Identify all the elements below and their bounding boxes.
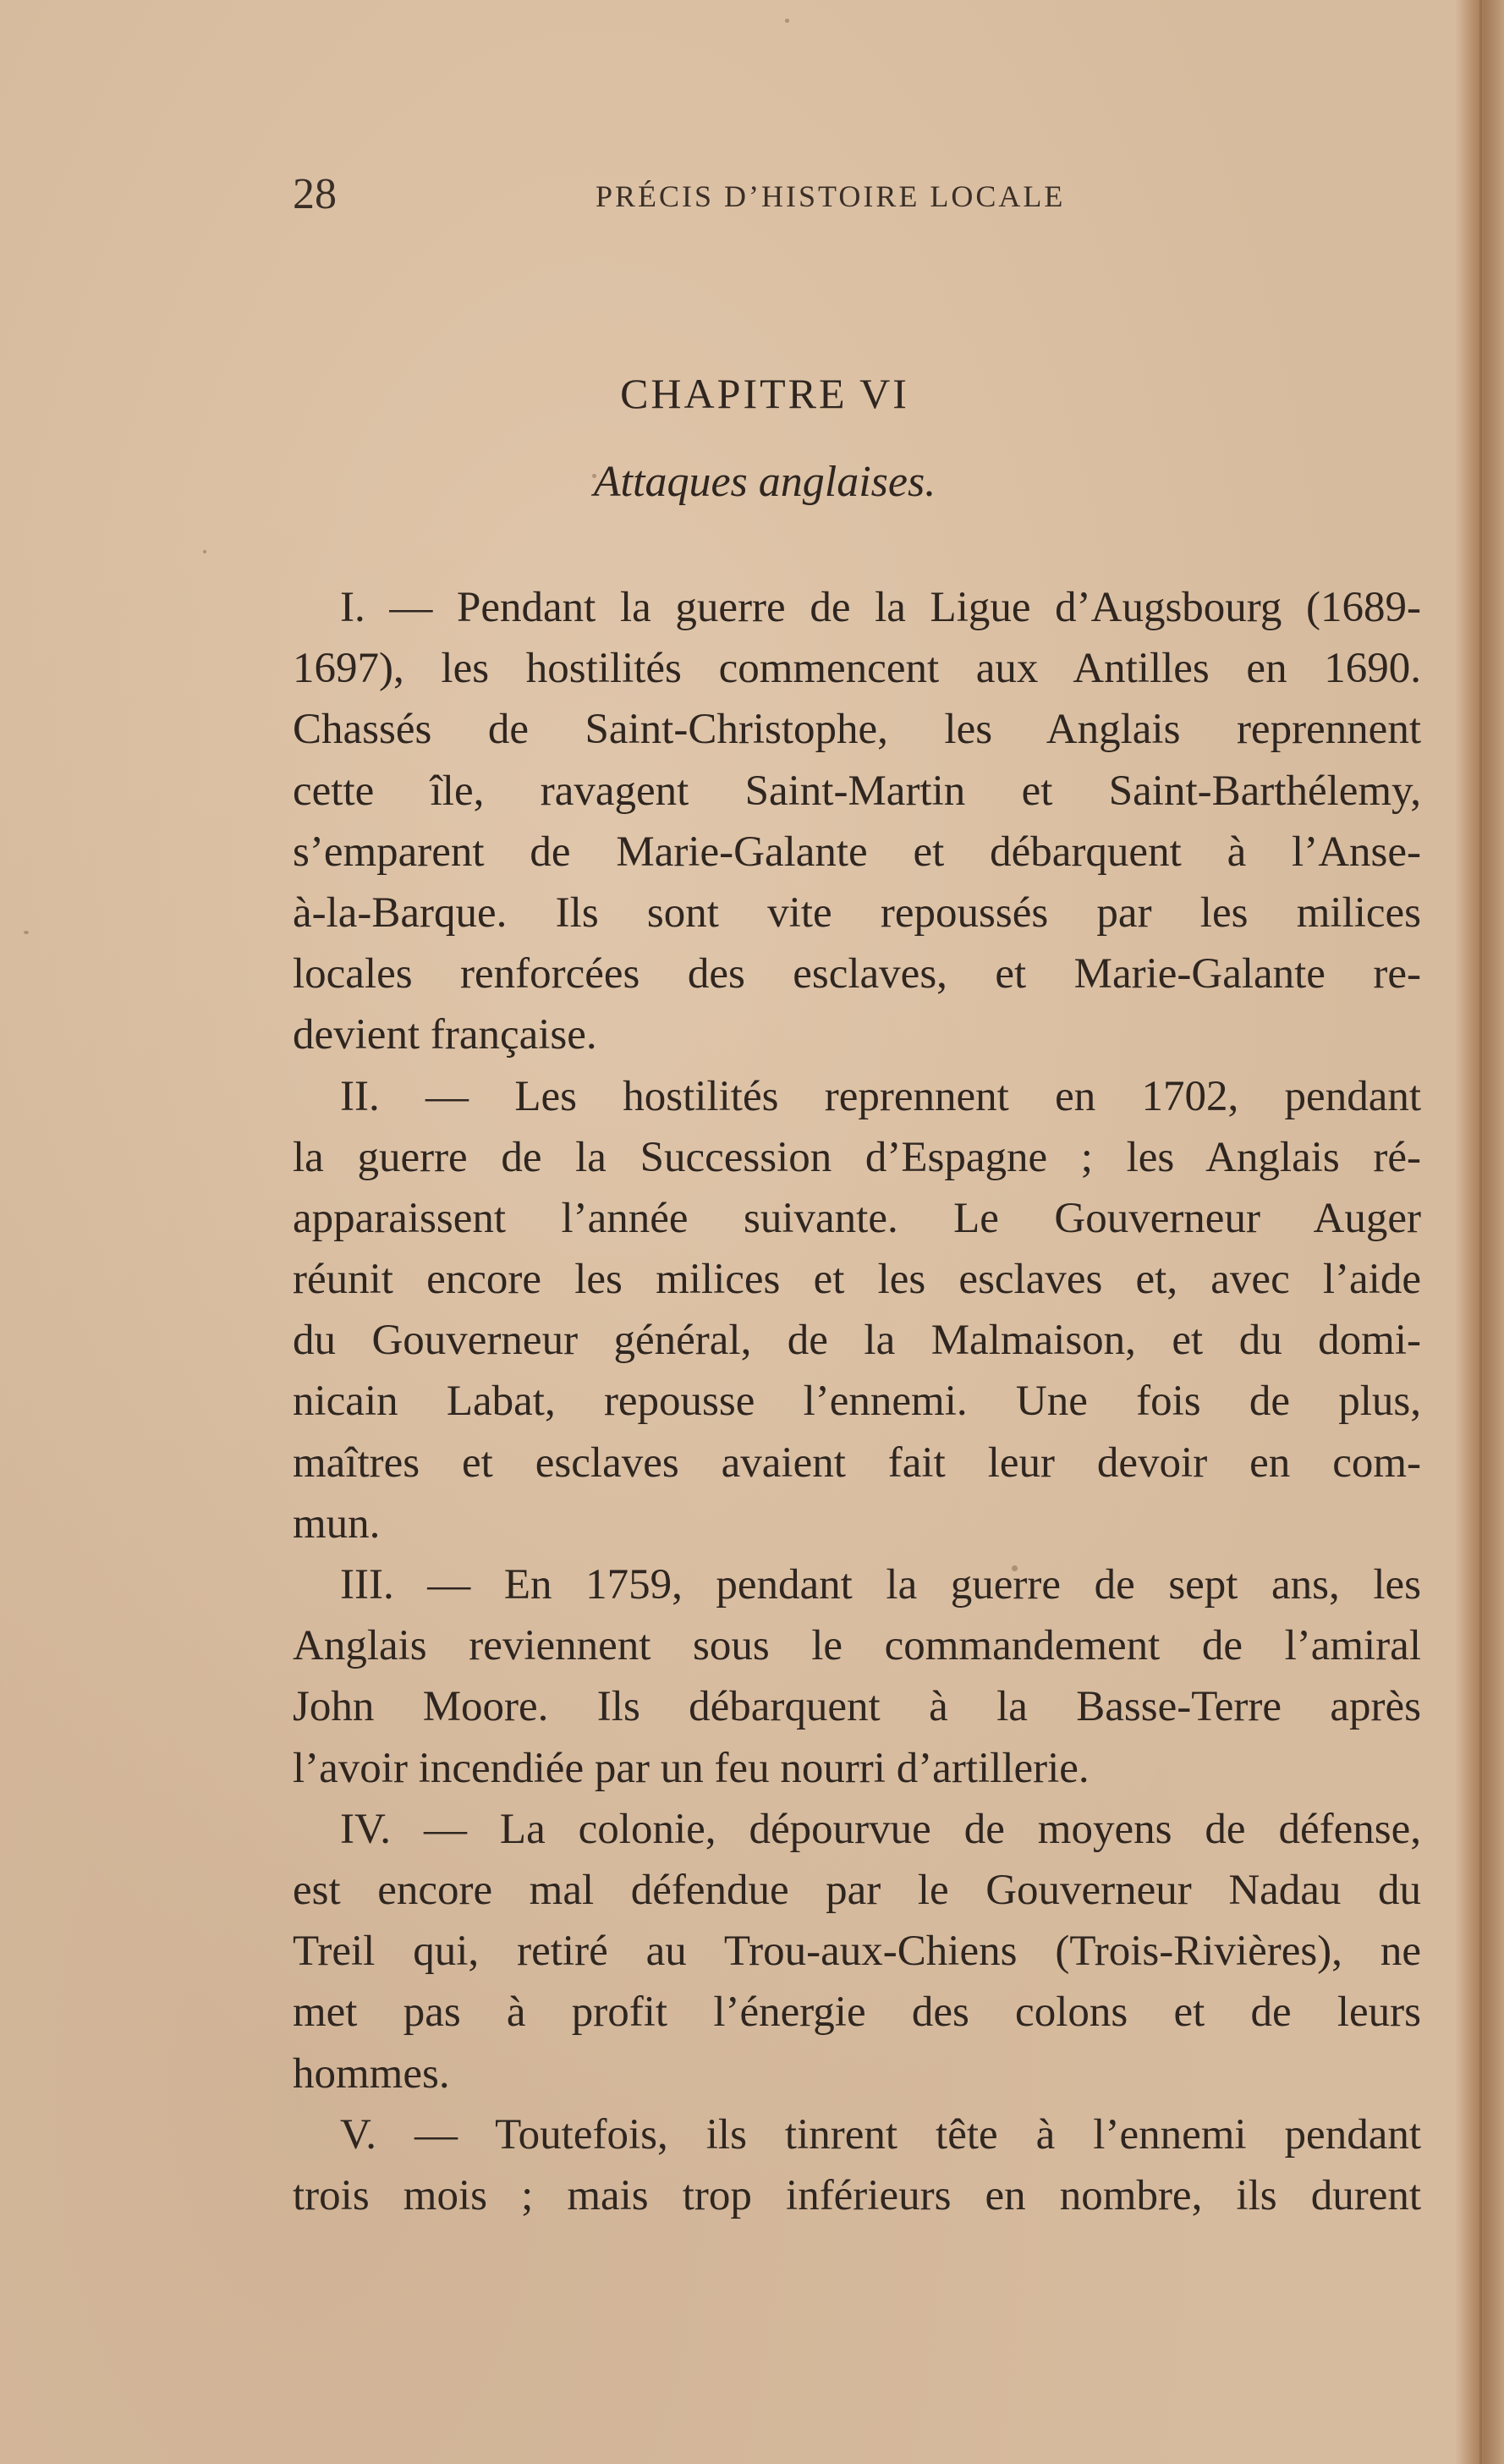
text-line: la guerre de la Succession d’Espagne ; les Anglais ré- (293, 1133, 1421, 1181)
chapter-subtitle: Attaques anglaises. (593, 458, 936, 506)
text-line: cette île, ravagent Saint-Martin et Saint-Barthélemy, (293, 767, 1421, 815)
page-number: 28 (293, 170, 337, 218)
text-line: III. — En 1759, pendant la guerre de sept ans, les (340, 1561, 1421, 1609)
text-line: 1697), les hostilités commencent aux Antilles en 1690. (293, 645, 1421, 693)
chapter-title: CHAPITRE VI (620, 370, 909, 417)
body-text (293, 577, 1421, 2226)
text-line: John Moore. Ils débarquent à la Basse-Terre après (293, 1683, 1421, 1731)
text-line: locales renforcées des esclaves, et Marie-Galante re- (293, 950, 1421, 998)
text-line: à-la-Barque. Ils sont vite repoussés par les milices (293, 888, 1421, 937)
text-line: Treil qui, retiré au Trou-aux-Chiens (Trois-Rivières), ne (293, 1928, 1421, 1976)
text-line: Anglais reviennent sous le commandement de l’amiral (293, 1622, 1421, 1670)
running-head-title: PRÉCIS D’HISTOIRE LOCALE (596, 179, 1066, 213)
text-line: l’avoir incendiée par un feu nourri d’artillerie. (293, 1744, 1090, 1792)
paper-speck (785, 19, 789, 23)
text-line: V. — Toutefois, ils tinrent tête à l’ennemi pendant (340, 2110, 1421, 2159)
text-line: mun. (293, 1499, 381, 1548)
text-line: trois mois ; mais trop inférieurs en nombre, ils durent (293, 2171, 1421, 2219)
text-line: hommes. (293, 2049, 450, 2098)
text-line: du Gouverneur général, de la Malmaison, et du domi- (293, 1317, 1421, 1365)
text-line: IV. — La colonie, dépourvue de moyens de défense, (340, 1805, 1421, 1853)
text-line: s’emparent de Marie-Galante et débarquent à l’Anse- (293, 828, 1421, 876)
text-line: devient française. (293, 1011, 597, 1059)
running-head (293, 169, 1139, 220)
paper-speck (24, 931, 29, 934)
text-line: apparaissent l’année suivante. Le Gouverneur Auger (293, 1194, 1421, 1242)
text-line: I. — Pendant la guerre de la Ligue d’Augsbourg (1689- (340, 584, 1421, 631)
text-line: II. — Les hostilités reprennent en 1702, pendant (340, 1072, 1421, 1120)
text-line: nicain Labat, repousse l’ennemi. Une fois de plus, (293, 1378, 1421, 1426)
text-line: réunit encore les milices et les esclaves et, avec l’aide (293, 1256, 1421, 1304)
paper-speck (203, 550, 206, 553)
text-line: met pas à profit l’énergie des colons et de leurs (293, 1988, 1421, 2037)
text-line: maîtres et esclaves avaient fait leur devoir en com- (293, 1438, 1421, 1487)
text-line: Chassés de Saint-Christophe, les Anglais reprennent (293, 706, 1421, 754)
text-line: est encore mal défendue par le Gouverneur Nadau du (293, 1866, 1421, 1914)
